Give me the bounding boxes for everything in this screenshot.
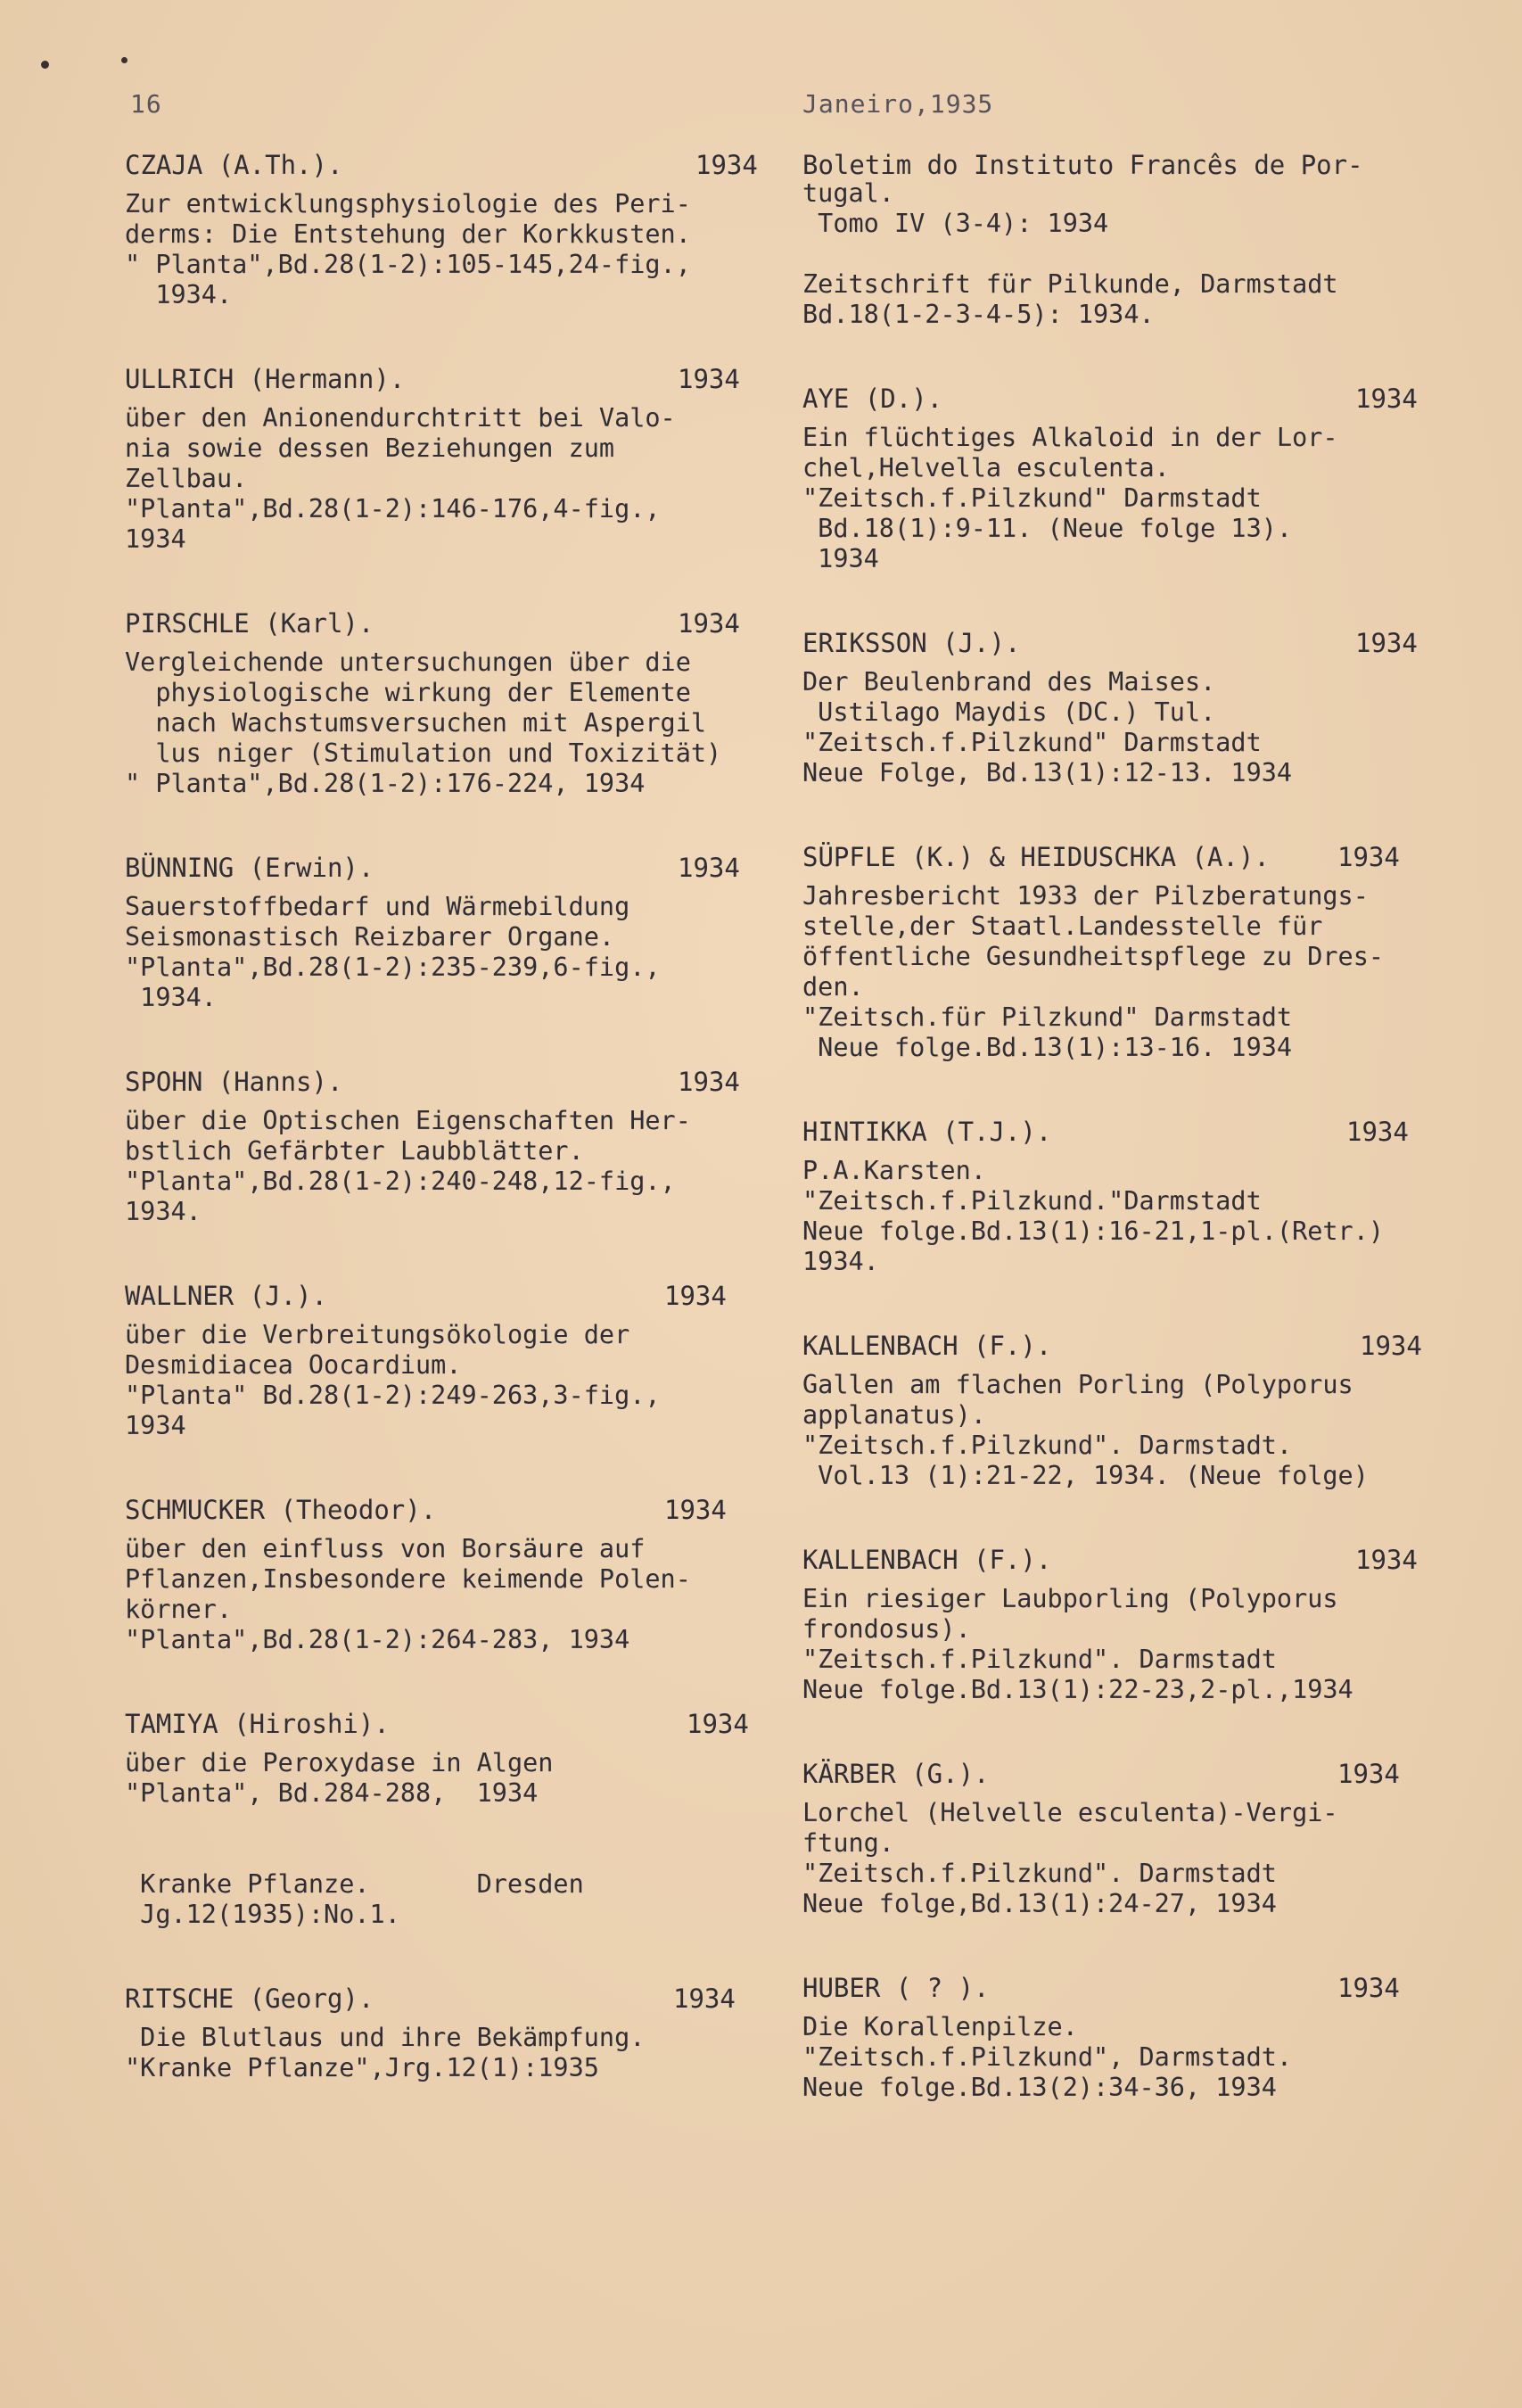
entry-author: KALLENBACH (F.). (802, 1331, 1052, 1361)
entry-year: 1934 (1337, 842, 1400, 872)
left-column (125, 150, 802, 2137)
entry-citation: Ein riesiger Laubporling (Polyporus frondosus). "Zeitsch.f.Pilzkund". Darmstadt Neue folge.Bd.13(1):22-23,2-pl.,1934 (802, 1584, 1353, 1704)
entry-author: AYE (D.). (802, 383, 943, 414)
entry-citation: über die Optischen Eigenschaften Her- bstlich Gefärbter Laubblätter. "Planta",Bd.28(1-2):240-248,12-fig., 1934. (125, 1106, 691, 1226)
entry-heading (802, 842, 1480, 881)
entry-heading (802, 150, 1480, 189)
entry-author: CZAJA (A.Th.). (125, 150, 343, 180)
entry-author: SPOHN (Hanns). (125, 1067, 343, 1097)
bibliography-entry (125, 1495, 802, 1655)
entry-author: SÜPFLE (K.) & HEIDUSCHKA (A.). (802, 842, 1270, 872)
right-column (802, 150, 1480, 2156)
entry-year: 1934 (687, 1709, 749, 1739)
ink-mark (121, 57, 128, 63)
entry-citation: über den Anionendurchtritt bei Valo- nia sowie dessen Beziehungen zum Zellbau. "Planta",Bd.28(1-2):146-176,4-fig., 1934 (125, 403, 676, 554)
bibliography-entry (802, 1117, 1480, 1277)
bibliography-entry (802, 383, 1480, 574)
entry-heading (125, 1709, 802, 1748)
entry-author: KALLENBACH (F.). (802, 1545, 1052, 1575)
entry-author: WALLNER (J.). (125, 1281, 327, 1311)
bibliography-entry (125, 608, 802, 799)
ink-mark (41, 61, 49, 69)
entry-heading (802, 1545, 1480, 1584)
entry-year: 1934 (678, 1067, 740, 1097)
entry-author: TAMIYA (Hiroshi). (125, 1709, 390, 1739)
entry-year: 1934 (1337, 1973, 1400, 2003)
bibliography-entry (802, 1331, 1480, 1491)
entry-year: 1934 (1355, 383, 1418, 414)
entry-heading (802, 628, 1480, 667)
entry-year: 1934 (1355, 1545, 1418, 1575)
entry-heading (125, 1495, 802, 1534)
bibliography-entry (125, 853, 802, 1013)
page-number: 16 (130, 89, 162, 119)
entry-heading (802, 1973, 1480, 2012)
entry-citation: tugal. Tomo IV (3-4): 1934 Zeitschrift für Pilkunde, Darmstadt Bd.18(1-2-3-4-5): 1934. (802, 178, 1338, 329)
entry-citation: Ein flüchtiges Alkaloid in der Lor- chel,Helvella esculenta. "Zeitsch.f.Pilzkund" Darmstadt Bd.18(1):9-11. (Neue folge 13). 1934 (802, 423, 1338, 573)
entry-citation: über die Verbreitungsökologie der Desmidiacea Oocardium. "Planta" Bd.28(1-2):249-263,3-fig., 1934 (125, 1320, 661, 1440)
entry-citation: Die Blutlaus und ihre Bekämpfung. "Kranke Pflanze",Jrg.12(1):1935 (125, 2023, 646, 2082)
entry-year: 1934 (673, 1983, 736, 2014)
entry-heading (802, 1117, 1480, 1156)
entry-author: HUBER ( ? ). (802, 1973, 990, 2003)
entry-citation: über die Peroxydase in Algen "Planta", Bd.284-288, 1934 Kranke Pflanze. Dresden Jg.12(1935):No.1. (125, 1748, 584, 1929)
entry-citation: Zur entwicklungsphysiologie des Peri- derms: Die Entstehung der Korkkusten. " Planta",Bd.28(1-2):105-145,24-fig., 1934. (125, 189, 691, 309)
bibliography-entry (125, 1709, 802, 1930)
bibliography-entry (802, 842, 1480, 1063)
entry-citation: Gallen am flachen Porling (Polyporus applanatus). "Zeitsch.f.Pilzkund". Darmstadt. Vol.13 (1):21-22, 1934. (Neue folge) (802, 1370, 1369, 1490)
entry-heading (125, 1983, 802, 2023)
entry-heading (802, 1759, 1480, 1798)
entry-author: SCHMUCKER (Theodor). (125, 1495, 437, 1525)
entry-heading (802, 383, 1480, 423)
entry-author: ERIKSSON (J.). (802, 628, 1021, 658)
entry-author: ULLRICH (Hermann). (125, 364, 406, 394)
bibliography-entry (802, 1759, 1480, 1919)
entry-year: 1934 (678, 608, 740, 639)
bibliography-entry (802, 1545, 1480, 1705)
entry-author: PIRSCHLE (Karl). (125, 608, 374, 639)
entry-citation: Lorchel (Helvelle esculenta)-Vergi- ftung. "Zeitsch.f.Pilzkund". Darmstadt Neue folge,Bd.13(1):24-27, 1934 (802, 1798, 1338, 1918)
entry-heading (125, 1067, 802, 1106)
entry-heading (125, 853, 802, 892)
entry-year: 1934 (695, 150, 758, 180)
bibliography-entry (125, 150, 802, 310)
entry-author: KÄRBER (G.). (802, 1759, 990, 1789)
entry-year: 1934 (664, 1495, 727, 1525)
entry-author: BÜNNING (Erwin). (125, 853, 374, 883)
header-date: Janeiro,1935 (802, 89, 994, 119)
entry-year: 1934 (1346, 1117, 1409, 1147)
entry-heading (125, 364, 802, 403)
entry-citation: Sauerstoffbedarf und Wärmebildung Seismonastisch Reizbarer Organe. "Planta",Bd.28(1-2):235-239,6-fig., 1934. (125, 892, 661, 1012)
entry-author: HINTIKKA (T.J.). (802, 1117, 1052, 1147)
entry-citation: über den einfluss von Borsäure auf Pflanzen,Insbesondere keimende Polen- körner. "Planta",Bd.28(1-2):264-283, 1934 (125, 1534, 691, 1654)
bibliography-entry (802, 1973, 1480, 2103)
entry-heading (125, 150, 802, 189)
bibliography-entry (125, 1983, 802, 2083)
entry-citation: Der Beulenbrand des Maises. Ustilago Maydis (DC.) Tul. "Zeitsch.f.Pilzkund" Darmstadt Neue Folge, Bd.13(1):12-13. 1934 (802, 667, 1293, 788)
entry-heading (125, 1281, 802, 1320)
entry-heading (125, 608, 802, 647)
bibliography-entry (125, 364, 802, 555)
entry-citation: Jahresbericht 1933 der Pilzberatungs- stelle,der Staatl.Landesstelle für öffentliche Gesundheitspflege zu Dres- den. "Zeitsch.für Pilzkund" Darmstadt Neue folge.Bd.13(1):13-16. 1934 (802, 881, 1385, 1062)
bibliography-entry (125, 1281, 802, 1441)
entry-year: 1934 (678, 853, 740, 883)
entry-year: 1934 (1337, 1759, 1400, 1789)
entry-citation: P.A.Karsten. "Zeitsch.f.Pilzkund."Darmstadt Neue folge.Bd.13(1):16-21,1-pl.(Retr.) 1934. (802, 1156, 1385, 1276)
bibliography-entry (802, 150, 1480, 330)
entry-year: 1934 (678, 364, 740, 394)
entry-citation: Vergleichende untersuchungen über die physiologische wirkung der Elemente nach Wachstumsversuchen mit Aspergil lus niger (Stimulation und Toxizität) " Planta",Bd.28(1-2):176-224, 1934 (125, 647, 722, 798)
entry-citation: Die Korallenpilze. "Zeitsch.f.Pilzkund", Darmstadt. Neue folge.Bd.13(2):34-36, 1934 (802, 2012, 1293, 2102)
entry-year: 1934 (1355, 628, 1418, 658)
entry-year: 1934 (1360, 1331, 1422, 1361)
entry-heading (802, 1331, 1480, 1370)
entry-author: RITSCHE (Georg). (125, 1983, 374, 2014)
entry-year: 1934 (664, 1281, 727, 1311)
bibliography-entry (125, 1067, 802, 1227)
bibliography-entry (802, 628, 1480, 788)
entry-author: Boletim do Instituto Francês de Por- (802, 150, 1363, 180)
